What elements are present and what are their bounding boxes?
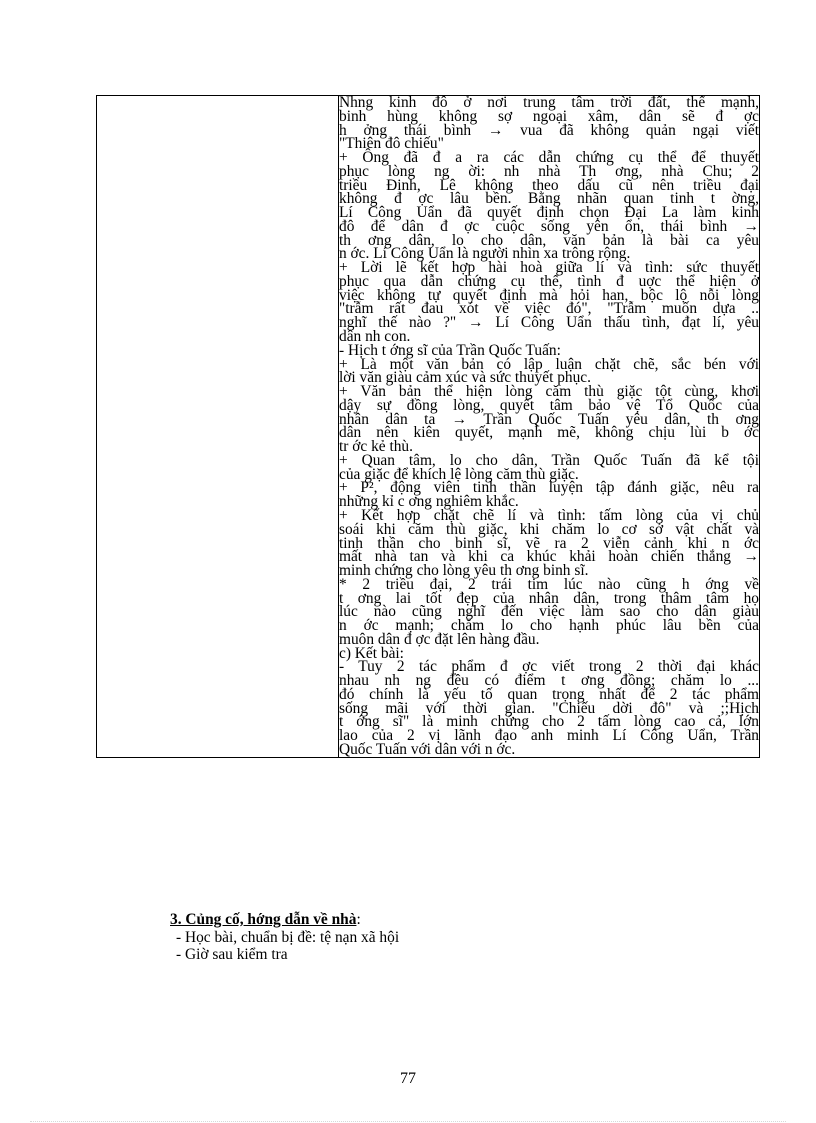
page-bottom-divider [30, 1121, 786, 1122]
table-left-cell [97, 96, 339, 758]
text-line: phục lòng ng ời: nh nhà Th ơng, nhà Chu; 2 [339, 162, 759, 180]
text-line: + Quan tâm, lo cho dân, Trần Quốc Tuấn đã kể tội [339, 451, 759, 469]
lesson-table [96, 95, 760, 758]
text-line: lúc nào cũng nghĩ đến việc làm sao cho dân giàu [339, 603, 759, 621]
text-line: t ơng lai tốt đẹp của nhân dân, trong thâm tâm họ [339, 589, 759, 607]
text-line: nhân dân ta → Trần Quốc Tuấn yêu dân, th ơng [339, 410, 759, 428]
text-line: h ởng thái bình → vua đã không quản ngại viết [339, 121, 759, 139]
text-line: dân nh con. [339, 328, 411, 346]
table-right-cell [339, 96, 760, 758]
text-line: "Thiên đô chiếu" [339, 135, 444, 153]
list-item: - Giờ sau kiểm tra [176, 946, 288, 963]
text-line: + Kết hợp chặt chẽ lí và tình: tấm lòng của vị chủ [339, 506, 759, 524]
text-line: soái khi căm thù giặc, khi chăm lo cơ sở vật chất và [339, 520, 759, 538]
text-line: - Tuy 2 tác phẩm đ ợc viết trong 2 thời đại khác [339, 658, 759, 676]
text-line: những kỉ c ơng nghiêm khắc. [339, 493, 519, 511]
text-line: mất nhà tan và khi ca khúc khải hoàn chiến thắng → [339, 548, 759, 566]
text-line: việc không tự quyết định mà hỏi han, bộc lộ nỗi lòng [339, 286, 759, 304]
text-line: n ớc. Lí Công Uẩn là người nhìn xa trông rộng. [339, 245, 631, 263]
text-line: minh chứng cho lòng yêu th ơng binh sĩ. [339, 562, 589, 580]
list-item: - Học bài, chuẩn bị đề: tệ nạn xã hội [176, 929, 400, 946]
section-heading [170, 912, 361, 928]
text-line: Quốc Tuấn với dân với n ớc. [339, 740, 516, 758]
page-number: 77 [400, 1070, 416, 1087]
text-line: + Ông đã đ a ra các dẫn chứng cụ thể để thuyết [339, 149, 759, 167]
text-line: dân nên kiên quyết, mạnh mẽ, không chịu lùi b ớc [339, 424, 759, 442]
text-line: th ơng dân, lo cho dân, văn bản là bài ca yêu [339, 231, 759, 249]
text-line: phục qua dẫn chứng cụ thể, tình đ uợc thể hiện ở [339, 272, 759, 290]
text-line: - Hịch t ớng sĩ của Trần Quốc Tuấn: [339, 341, 561, 359]
text-line: không đ ợc lâu bền. Bằng nhãn quan tinh t ờng, [339, 190, 759, 208]
section-heading-text: 3. Củng cố, hớng dẫn về nhà [170, 911, 357, 928]
text-line: c) Kết bài: [339, 644, 404, 662]
text-line: "trẫm rất đau xót về việc đó", "Trẫm muốn dựa .. [339, 300, 759, 318]
text-line: dậy sự đồng lòng, quyết tâm bảo vệ Tổ Quốc của [339, 396, 759, 414]
text-line: Nhng kinh đô ở nơi trung tâm trời đất, thế mạnh, [339, 94, 759, 111]
text-line: muôn dân đ ợc đặt lên hàng đầu. [339, 630, 540, 648]
text-line: nghĩ thế nào ?" → Lí Công Uẩn thấu tình, đạt lí, yêu [339, 314, 759, 332]
text-line: đó chính là yếu tố quan trọng nhất để 2 tác phẩm [339, 685, 759, 703]
text-line: đô để dân đ ợc cuộc sống yên ổn, thái bình → [339, 217, 759, 235]
text-line: nhau nh ng đều có điểm t ơng đồng; chăm lo ... [339, 672, 759, 690]
section-heading-colon: : [356, 911, 361, 928]
text-line: lời văn giàu cảm xúc và sức thuyết phục. [339, 369, 591, 387]
text-line: tr ớc kẻ thù. [339, 438, 413, 456]
text-line: n ớc mạnh; chăm lo cho hạnh phúc lâu bền của [339, 617, 759, 635]
text-line: + Văn bản thể hiện lòng căm thù giặc tột cùng, khơi [339, 383, 759, 401]
table-row [97, 96, 760, 758]
text-line: + Lời lẽ kết hợp hài hoà giữa lí và tình: sức thuyết [339, 259, 759, 277]
text-line: binh hùng không sợ ngoại xâm, dân sẽ đ ợc [339, 107, 759, 125]
text-line: triều Đinh, Lê không theo dấu cũ nên triều đại [339, 176, 759, 194]
text-line: * 2 triều đại, 2 trái tim lúc nào cũng h ớng về [339, 575, 759, 593]
text-line: + P², động viên tinh thần luyện tập đánh giặc, nêu ra [339, 479, 759, 497]
text-line: lao của 2 vị lãnh đạo anh minh Lí Công Uẩn, Trần [339, 727, 759, 745]
text-line: t ớng sĩ" là minh chứng cho 2 tấm lòng cao cả, lớn [339, 713, 759, 731]
text-line: + Là một văn bản có lập luận chặt chẽ, sắc bén với [339, 355, 759, 373]
text-line: sống mãi với thời gian. "Chiếu dời đô" và ;;Hịch [339, 699, 759, 717]
text-line: của giặc để khích lệ lòng căm thù giặc. [339, 465, 579, 483]
text-line: Lí Công Uẩn đã quyết định chọn Đại La làm kinh [339, 204, 759, 222]
text-line: tinh thần cho binh sĩ, vẽ ra 2 viễn cảnh khi n ớc [339, 534, 759, 552]
